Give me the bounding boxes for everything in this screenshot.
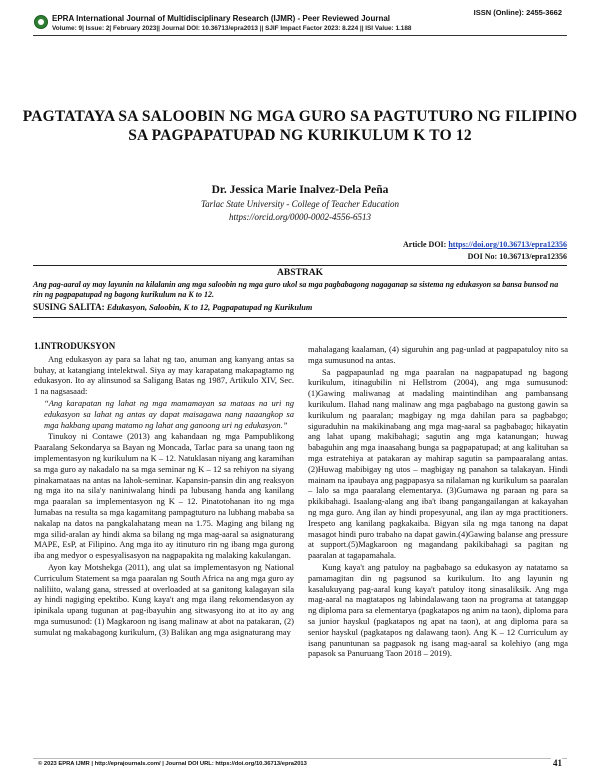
journal-logo-icon: [34, 15, 48, 29]
issn-label: ISSN (Online): 2455-3662: [473, 8, 562, 17]
article-doi: [403, 240, 567, 249]
paragraph: Ayon kay Motshekga (2011), ang ulat sa implementasyon ng National Curriculum Statement sa mga paaralan ng South Africa na ang mga guro ay naliliito, walang gana, stressed at overloaded at sa ganitong kalagayan sila ay hindi nagiging epektibo. Kung kaya't ang mga ilang rekomendasyon ay ipinikala upang tugunan at pag-ibayuhin ang sitwasyong ito at ito ay ang mga sumusunod: (1) Magkaroon ng isang malinaw at abot na patakaran, (2) sumulat ng makabagong kurikulum, (3) Balikan ang mga asignaturang may: [34, 561, 294, 637]
footer-divider: [33, 758, 567, 759]
author-affiliation: Tarlac State University - College of Teacher Education: [200, 199, 400, 209]
abstract-bottom-divider: [33, 317, 567, 318]
left-column: [34, 341, 294, 639]
paragraph: mahalagang kaalaman, (4) siguruhin ang pag-unlad at pagpapatuloy nito sa mga sumusunod na antas.: [308, 344, 568, 365]
author-name: Dr. Jessica Marie Inalvez-Dela Peña: [211, 184, 389, 196]
keywords-label: SUSING SALITA:: [33, 302, 105, 312]
abstract-heading: ABSTRAK: [277, 268, 323, 278]
paragraph: Ang edukasyon ay para sa lahat ng tao, anuman ang kanyang antas sa buhay, at katangiang intelektwal. Siya ay may karapatang makapagtamo ng edukasyon. Ito ay alinsunod sa Saligang Batas ng 1987, Artikulo XIV, Sec. 1 na nagsasaad:: [34, 353, 294, 397]
page-number: 41: [553, 758, 562, 768]
paragraph: Sa pagpapaunlad ng mga paaralan na nagpapatupad ng bagong kurikulum, itinagubilin ni Hellstrom (2004), ang mga sumusunod: (1)Gawing maliwanag at madaling maintindihan ang pambansang kurikulum. Ilahad nang malinaw ang mga pagbabago na gustong gawin sa kurikulum ng paaralan; magbigay ng mga dahilan para sa pagbabgo; siguraduhin na makikinabang ang mga mag-aaral sa pagbabago; hikayatin ang lahat upang makibahagi; sagutin ang mga katanungan; huwag babaguhin ang mga inaasahang bunga sa pagpapatupad; at ang kalituhan sa mga estratehiya at patakaran ay mahirap sagutin sa pampaaralang antas. (2)Huwag mabibigay ng utos – magbigay ng panahon sa talakayan. Hindi mainam na ipaubaya ang pagpapasya sa nilalaman ng kurikulum sa paaralan – lalo sa mga paaralang elementarya. (3)Gumawa ng paraan ng para sa pkikibahagi. Isaalang-alang ang iba't ibang pangangailangan at kakayahan ng mga guro. Ang ilan ay hindi propesyunal, ang ilan ay mga practitioners. Irespeto ang kanilang pagkakaiba. Bigyan sila ng mga tanong na dapat masagot hindi puro trabaho na dapat gawin.(4)Gawing balanse ang pressure at support.(5)Magkaroon ng magandang pakikibahagi sa pagitan ng paaralan at tagapamahala.: [308, 366, 568, 561]
abstract-text: Ang pag-aaral ay may layunin na kilalanin ang mga saloobin ng mga guro ukol sa mga pagbabagong nagaganap sa sistema ng edukasyon sa bansa bunsod na rin ng pagpapatupad ng bagong kurikulum na K to 12.: [33, 280, 559, 299]
doi-number-label: DOI No:: [467, 252, 498, 261]
abstract-top-divider: [33, 265, 567, 266]
article-doi-label: Article DOI:: [403, 240, 447, 249]
paragraph: Kung kaya't ang patuloy na pagbabago sa edukasyon ay natatamo sa pamamagitan din ng pagsunod sa kurikulum. Ito ang layunin ng kasalukuyang pag-aaral kung kaya't patuloy itong sinasaliksik. Ang mga mag-aaral na magtatapos ng labindalawang taon na programa at tatanggap ng diploma para sa elementarya (pagkatapos ng anim na taon), diploma para sa junior hayskul (pagkatapos ng apat na taon), at ang diploma para sa senior hayskul (pagkatapos ng dalawang taon). Ang K – 12 Curriculum ay isang panuntunan sa pagpasok ng isang mag-aaral sa kolehiyo (ang mga papasok sa Panuruang Taon 2018 – 2019).: [308, 561, 568, 659]
journal-name: EPRA International Journal of Multidisciplinary Research (IJMR) - Peer Reviewed Journal: [52, 14, 391, 23]
header-divider: [33, 35, 567, 36]
keywords: [33, 302, 567, 313]
journal-meta: Volume: 9| Issue: 2| February 2023|| Journal DOI: 10.36713/epra2013 || SJIF Impact Factor 2023: 8.224 || ISI Value: 1.188: [52, 25, 412, 32]
paper-title: PAGTATAYA SA SALOOBIN NG MGA GURO SA PAGTUTURO NG FILIPINO SA PAGPAPATUPAD NG KURIKULUM K TO 12: [22, 108, 578, 144]
block-quote: “Ang karapatan ng lahat ng mga mamamayan sa mataas na uri ng edukasyon sa lahat ng antas ay dapat maisagawa nang naaangkop sa mga hakbang upang matamo ng lahat ang ganoong uri ng edukasyon.”: [44, 397, 294, 430]
paragraph: Tinukoy ni Contawe (2013) ang kahandaan ng mga Pampublikong Paaralang Sekondarya sa Bayan ng Moncada, Tarlac para sa unang taon ng implementasyon ng kurikulum na K – 12. Natuklasan niyang ang karamihan sa mga guro ay nakadalo na sa mga seminar ng K – 12 sa rehiyon na siyang pinakamataas na antas na lahok-seminar. Kapansin-pansin din ang reaksyon ng mga ito na sila'y naniniwalang hindi pa lubusang handa ang kanilang mga paaralan sa implementasyon ng K – 12. Pinatotohanan ito ng mga lumabas na resulta sa mga kagamitang pampagtuturo na lubhang mababa sa nakalap na datos na pangkalahatang mean na 1.75. Maging ang bilang ng mga silid-aralan ay hindi akma sa bilang ng mga mag-aaral sa asignaturang MAPE, EsP, at Filipino. Ang mga ito ay itinuturo rin ng ibang mga gurong iba ang medyor o espesyalisasyon na nagpapakita ng malaking kakulangan.: [34, 431, 294, 561]
article-doi-link[interactable]: https://doi.org/10.36713/epra12356: [448, 240, 567, 249]
right-column: [308, 344, 568, 660]
author-orcid[interactable]: https://orcid.org/0000-0002-4556-6513: [228, 212, 372, 222]
doi-number-value: 10.36713/epra12356: [499, 252, 567, 261]
keywords-value: Edukasyon, Saloobin, K to 12, Pagpapatupad ng Kurikulum: [106, 303, 313, 312]
section-heading-introduction: 1.INTRODUKSYON: [34, 341, 116, 351]
footer-text: © 2023 EPRA IJMR | http://eprajournals.com/ | Journal DOI URL: https://doi.org/10.36713/epra2013: [38, 761, 307, 767]
doi-number: [468, 252, 567, 261]
